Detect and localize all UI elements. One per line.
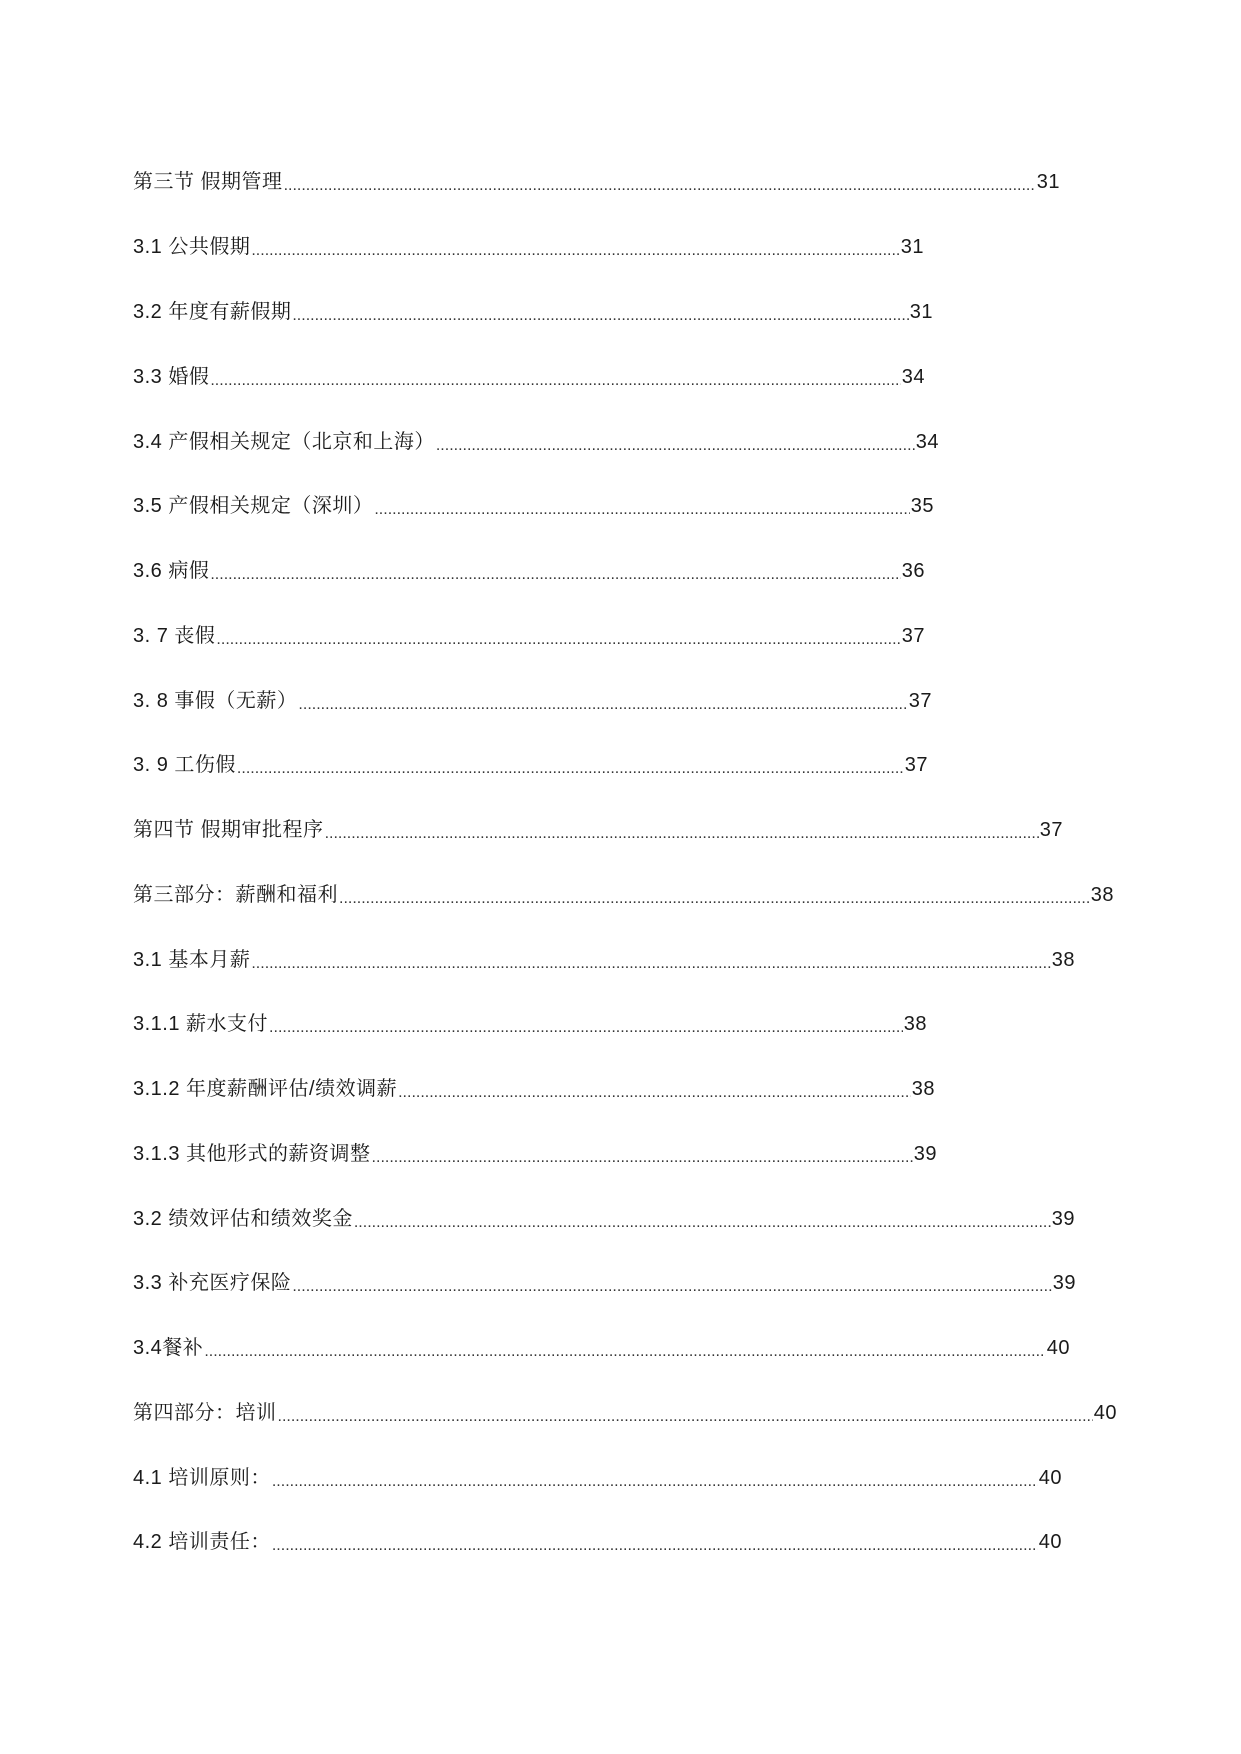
toc-page-number: 37	[901, 625, 925, 647]
toc-entry[interactable]	[133, 1139, 937, 1169]
toc-page-number: 40	[1046, 1337, 1070, 1359]
toc-dot-leader	[398, 1074, 911, 1104]
toc-entry-title: 4.1 培训原则：	[133, 1467, 271, 1489]
toc-entry[interactable]	[133, 1009, 927, 1039]
toc-entry[interactable]	[133, 1463, 1062, 1493]
toc-dot-leader	[292, 1268, 1051, 1298]
toc-entry[interactable]	[133, 491, 934, 521]
toc-entry-title: 3.6 病假	[133, 560, 210, 582]
toc-dot-leader	[372, 1139, 913, 1169]
toc-entry[interactable]	[133, 945, 1075, 975]
toc-dot-leader	[292, 297, 908, 327]
toc-dot-leader	[237, 750, 904, 780]
toc-page-number: 37	[904, 754, 928, 776]
toc-entry[interactable]	[133, 1333, 1070, 1363]
toc-page-number: 39	[1051, 1208, 1075, 1230]
toc-entry[interactable]	[133, 167, 1060, 197]
toc-page-number: 31	[900, 236, 924, 258]
toc-entry[interactable]	[133, 621, 925, 651]
toc-entry-title: 3.1 基本月薪	[133, 949, 251, 971]
toc-page-number: 31	[909, 301, 933, 323]
toc-entry[interactable]	[133, 427, 939, 457]
toc-entry[interactable]	[133, 362, 925, 392]
toc-dot-leader	[210, 362, 900, 392]
toc-entry-title: 3.4 产假相关规定（北京和上海）	[133, 431, 435, 453]
toc-page-number: 37	[1039, 819, 1063, 841]
toc-entry-title: 3.4餐补	[133, 1337, 204, 1359]
toc-entry[interactable]	[133, 1204, 1075, 1234]
toc-entry[interactable]	[133, 815, 1063, 845]
toc-entry-title: 3.1.1 薪水支付	[133, 1013, 269, 1035]
toc-page-number: 31	[1036, 171, 1060, 193]
toc-dot-leader	[251, 945, 1050, 975]
toc-dot-leader	[339, 880, 1090, 910]
toc-entry-title: 第三部分：薪酬和福利	[133, 884, 338, 906]
toc-entry[interactable]	[133, 1074, 935, 1104]
toc-entry[interactable]	[133, 297, 933, 327]
toc-dot-leader	[210, 556, 900, 586]
toc-page-number: 38	[1090, 884, 1114, 906]
toc-entry-title: 第四节 假期审批程序	[133, 819, 324, 841]
toc-entry-title: 第三节 假期管理	[133, 171, 283, 193]
toc-entry[interactable]	[133, 750, 928, 780]
toc-dot-leader	[354, 1204, 1051, 1234]
toc-entry-title: 3.3 婚假	[133, 366, 210, 388]
toc-dot-leader	[374, 491, 909, 521]
toc-entry-title: 3.3 补充医疗保险	[133, 1272, 292, 1294]
toc-page-number: 38	[903, 1013, 927, 1035]
toc-dot-leader	[269, 1009, 903, 1039]
toc-page-number: 34	[901, 366, 925, 388]
toc-entry-title: 4.2 培训责任：	[133, 1531, 271, 1553]
toc-page-number: 38	[1051, 949, 1075, 971]
toc-page-number: 40	[1038, 1467, 1062, 1489]
toc-entry-title: 3.1.3 其他形式的薪资调整	[133, 1143, 371, 1165]
toc-dot-leader	[204, 1333, 1045, 1363]
toc-entry-title: 3. 7 丧假	[133, 625, 216, 647]
toc-page-number: 35	[910, 495, 934, 517]
toc-dot-leader	[325, 815, 1039, 845]
toc-entry[interactable]	[133, 1268, 1076, 1298]
toc-entry[interactable]	[133, 1398, 1117, 1428]
toc-entry-title: 3.5 产假相关规定（深圳）	[133, 495, 374, 517]
toc-page-number: 37	[908, 690, 932, 712]
toc-page-number: 39	[1052, 1272, 1076, 1294]
toc-entry-title: 3. 9 工伤假	[133, 754, 236, 776]
toc-dot-leader	[272, 1527, 1038, 1557]
toc-entry-title: 3.1 公共假期	[133, 236, 251, 258]
toc-entry[interactable]	[133, 880, 1114, 910]
toc-dot-leader	[298, 686, 907, 716]
toc-entry[interactable]	[133, 1527, 1062, 1557]
toc-page-number: 38	[911, 1078, 935, 1100]
toc-dot-leader	[251, 232, 899, 262]
toc-page-number: 40	[1093, 1402, 1117, 1424]
toc-entry-title: 3.2 绩效评估和绩效奖金	[133, 1208, 353, 1230]
toc-page-number: 40	[1038, 1531, 1062, 1553]
toc-entry[interactable]	[133, 686, 932, 716]
toc-dot-leader	[284, 167, 1036, 197]
toc-dot-leader	[436, 427, 915, 457]
toc-page-number: 39	[913, 1143, 937, 1165]
toc-page-number: 34	[915, 431, 939, 453]
toc-page-number: 36	[901, 560, 925, 582]
toc-entry-title: 3.2 年度有薪假期	[133, 301, 292, 323]
toc-entry[interactable]	[133, 556, 925, 586]
toc-dot-leader	[216, 621, 900, 651]
toc-dot-leader	[272, 1463, 1038, 1493]
toc-entry-title: 3.1.2 年度薪酬评估/绩效调薪	[133, 1078, 398, 1100]
toc-entry-title: 第四部分：培训	[133, 1402, 277, 1424]
toc-dot-leader	[278, 1398, 1093, 1428]
toc-entry-title: 3. 8 事假（无薪）	[133, 690, 298, 712]
toc-entry[interactable]	[133, 232, 924, 262]
